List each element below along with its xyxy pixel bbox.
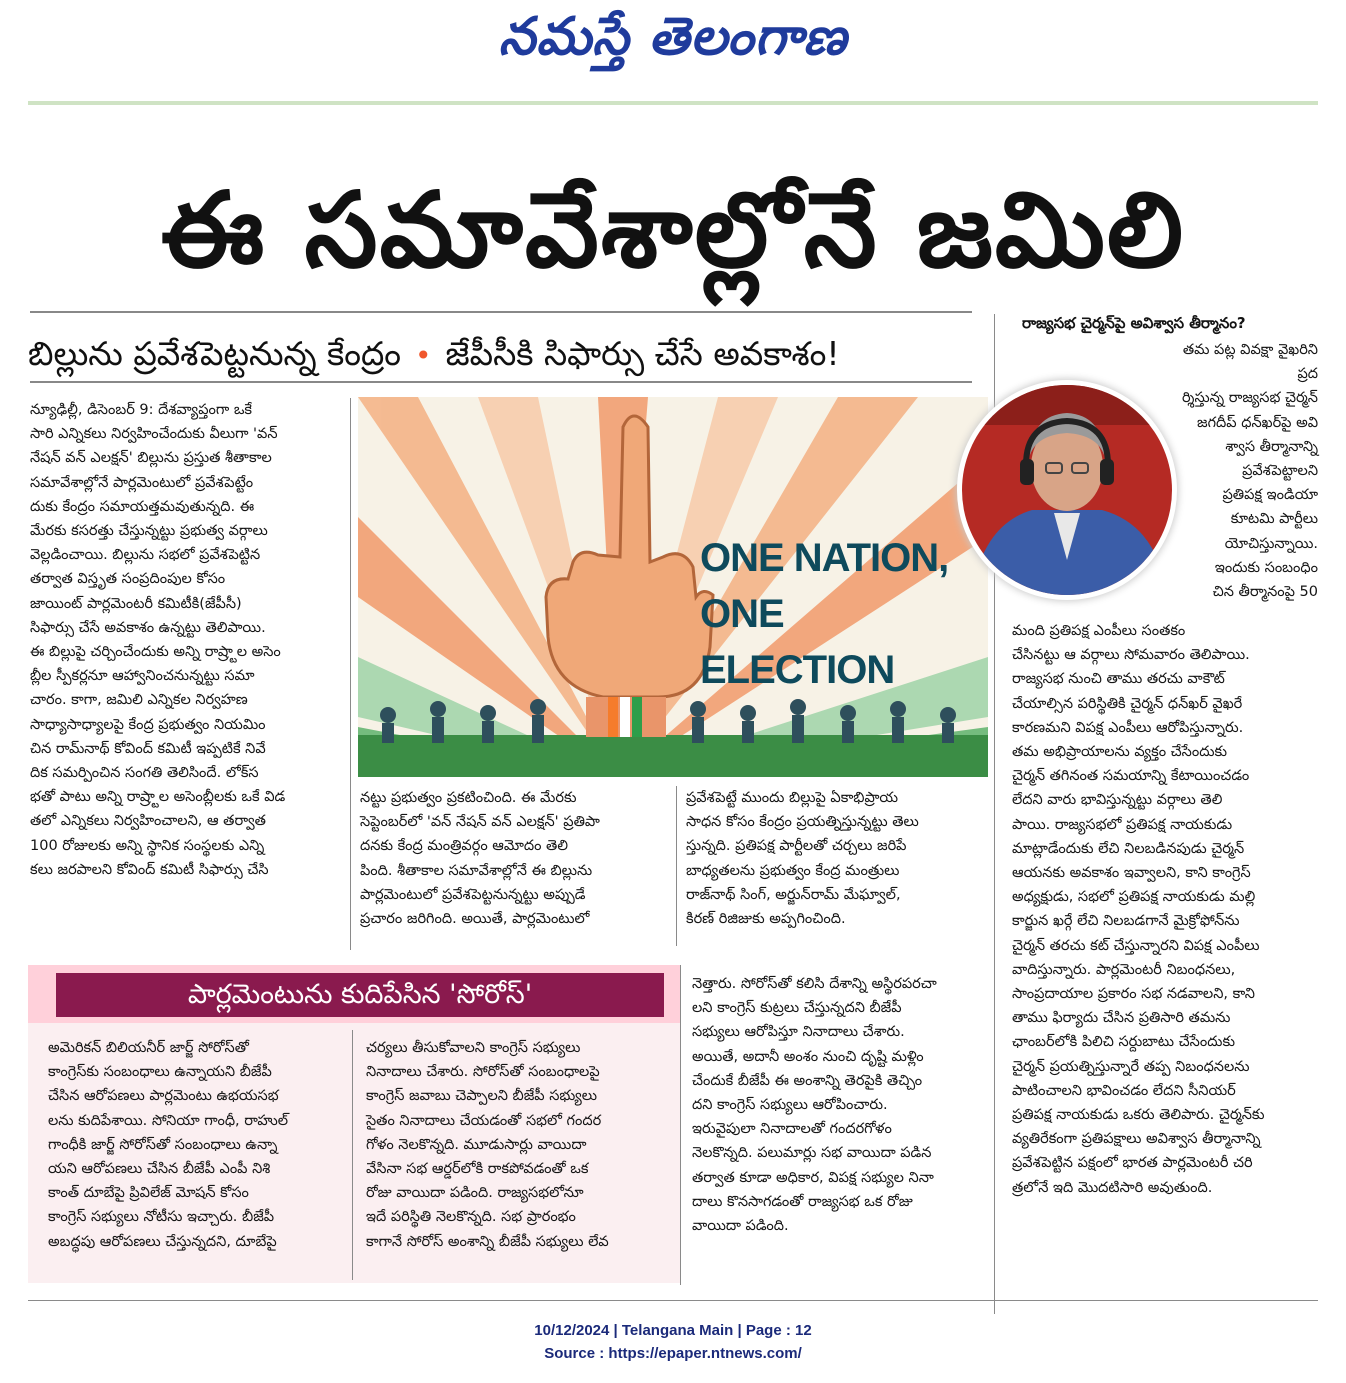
subhead-top-rule <box>30 311 972 313</box>
masthead-logo: నమస్తే తెలంగాణ <box>498 6 848 67</box>
main-headline: ఈ సమావేశాల్లోనే జమిలి <box>160 169 1186 291</box>
soros-column-2: చర్యలు తీసుకోవాలని కాంగ్రెస్ సభ్యులు నినాదాలు చేశారు. సోరోస్‌తో సంబంధాలపై కాంగ్రెస్ జవాబు చెప్పాలని బీజేపీ సభ్యులు సైతం నినాదాలు చేయడంతో సభలో గందర గోళం నెలకొన్నది. మూడుసార్లు వాయిదా వేసినా సభ ఆర్డర్‌లోకి రాకపోవడంతో ఒక రోజు వాయిదా పడింది. రాజ్యసభలోనూ ఇదే పరిస్థితి నెలకొన్నది. సభ ప్రారంభం కాగానే సోరోస్ అంశాన్ని బీజేపీ సభ్యులు లేవ <box>366 1040 609 1250</box>
soros-divider-1 <box>352 1030 353 1280</box>
soros-banner-title: పార్లమెంటును కుదిపేసిన 'సోరోస్' <box>56 973 664 1017</box>
bottom-rule <box>28 1300 1318 1301</box>
portrait-art <box>962 385 1172 595</box>
masthead-divider <box>28 101 1318 105</box>
main-story-column-3: ప్రవేశపెట్టే ముందు బిల్లుపై ఏకాభిప్రాయ సాధన కోసం కేంద్రం ప్రయత్నిస్తున్నట్టు తెలు స్తున్నది. ప్రతిపక్ష పార్టీలతో చర్చలు జరిపే బాధ్యతలను ప్రభుత్వం కేంద్ర మంత్రులు రాజ్‌నాథ్ సింగ్, అర్జున్‌రామ్ మేఘ్వాల్, కిరణ్ రిజిజుకు అప్పగించింది. <box>686 790 919 928</box>
footer-source-line: Source : https://epaper.ntnews.com/ <box>544 1345 802 1362</box>
subhead-part2: జేపీసీకి సిఫార్సు చేసే అవకాశం! <box>445 334 840 373</box>
slogan-line-1: ONE NATION, <box>700 536 949 580</box>
main-story-column-1: న్యూఢిల్లీ, డిసెంబర్ 9: దేశవ్యాప్తంగా ఒకే సారి ఎన్నికలు నిర్వహించేందుకు వీలుగా 'వన్ నేషన్ వన్ ఎలక్షన్' బిల్లును ప్రస్తుత శీతాకాల సమావేశాల్లోనే పార్లమెంటులో ప్రవేశపెట్టేం దుకు కేంద్రం సమాయత్తమవుతున్నది. ఈ మేరకు కసరత్తు చేస్తున్నట్టు ప్రభుత్వ వర్గాలు వెల్లడించాయి. బిల్లును సభలో ప్రవేశపెట్టిన తర్వాత విస్తృత సంప్రదింపుల కోసం జాయింట్ పార్లమెంటరీ కమిటీకి(జేపీసీ) సిఫార్సు చేసే అవకాశం ఉన్నట్టు తెలిపాయి. ఈ బిల్లుపై చర్చించేందుకు అన్ని రాష్ర్టాల అసెం బ్లీల స్పీకర్లనూ ఆహ్వానించనున్నట్టు సమా చారం. కాగా, జమిలి ఎన్నికల నిర్వహణ సాధ్యాసాధ్యాలపై కేంద్ర ప్రభుత్వం నియమిం చిన రామ్‌నాథ్ కోవింద్ కమిటీ ఇప్పటికే నివే దిక సమర్పించిన సంగతి తెలిసిందే. లోక్‌స భతో పాటు అన్ని రాష్ర్టాల అసెంబ్లీలకు ఒకే విడ తలో ఎన్నికలు నిర్వహించాలని, ఆ తర్వాత 100 రోజులకు అన్ని స్థానిక సంస్థలకు ఎన్ని కలు జరపాలని కోవింద్ కమిటీ సిఫార్సు చేసి <box>30 402 286 878</box>
side-story-wide: మంది ప్రతిపక్ష ఎంపీలు సంతకం చేసినట్టు ఆ వర్గాలు సోమవారం తెలిపాయి. రాజ్యసభ నుంచి తాము తరచు వాకౌట్ చేయాల్సిన పరిస్థితికి చైర్మన్ ధన్‌ఖర్ వైఖరే కారణమని విపక్ష ఎంపీలు ఆరోపిస్తున్నారు. తమ అభిప్రాయాలను వ్యక్తం చేసేందుకు చైర్మన్ తగినంత సమయాన్ని కేటాయించడం లేదని వారు భావిస్తున్నట్టు వర్గాలు తెలి పాయి. రాజ్యసభలో ప్రతిపక్ష నాయకుడు మాట్లాడేందుకు లేచి నిలబడినపుడు చైర్మన్ ఆయనకు అవకాశం ఇవ్వాలని, కాని కాంగ్రెస్ అధ్యక్షుడు, సభలో ప్రతిపక్ష నాయకుడు మల్లి కార్జున ఖర్గే లేచి నిలబడగానే మైక్రోఫోన్‌ను చైర్మన్ తరచు కట్ చేస్తున్నారని విపక్ష ఎంపీలు వాదిస్తున్నారు. పార్లమెంటరీ నిబంధనలు, సాంప్రదాయాల ప్రకారం సభ నడవాలని, కాని తాము ఫిర్యాదు చేసిన ప్రతిసారి తమను ఛాంబర్‌లోకి పిలిచి సర్దుబాటు చేసేందుకు చైర్మన్ ప్రయత్నిస్తున్నారే తప్ప నిబంధనలను పాటించాలని భావించడం లేదని సీనియర్ ప్రతిపక్ష నాయకుడు ఒకరు తెలిపారు. చైర్మన్‌కు వ్యతిరేకంగా ప్రతిపక్షాలు అవిశ్వాస తీర్మానాన్ని ప్రవేశపెట్టిన పక్షంలో భారత పార్లమెంటరీ చరి త్రలోనే ఇది మొదటిసారి అవుతుంది. <box>1012 623 1265 1196</box>
illustration-slogan <box>700 530 970 698</box>
subhead-part1: బిల్లును ప్రవేశపెట్టనున్న కేంద్రం <box>28 334 401 373</box>
chairman-portrait <box>962 385 1172 595</box>
soros-column-1: అమెరికన్ బిలియనీర్ జార్జ్ సోరోస్‌తో కాంగ్రెస్‌కు సంబంధాలు ఉన్నాయని బీజేపీ చేసిన ఆరోపణలు పార్లమెంటు ఉభయసభ లను కుదిపేశాయి. సోనియా గాంధీ, రాహుల్ గాంధీకి జార్జ్ సోరోస్‌తో సంబంధాలు ఉన్నా యని ఆరోపణలు చేసిన బీజేపీ ఎంపీ నిశి కాంత్ దూబేపై ప్రివిలేజ్ మోషన్ కోసం కాంగ్రెస్ సభ్యులు నోటీసు ఇచ్చారు. బీజేపీ అబద్ధపు ఆరోపణలు చేస్తున్నదని, దూబేపై <box>48 1040 289 1250</box>
side-story-heading: రాజ్యసభ చైర్మన్‌పై అవిశ్వాస తీర్మానం? <box>1022 314 1246 332</box>
one-nation-one-election-illustration <box>358 397 988 777</box>
column-divider-left <box>350 398 351 950</box>
soros-divider-2 <box>680 965 681 1285</box>
subhead-bullet: • <box>415 339 432 372</box>
side-story-narrow: తమ పట్ల వివక్షా వైఖరిని ప్రద ర్శిస్తున్న రాజ్యసభ చైర్మన్ జగదీప్ ధన్‌ఖర్‌పై అవి శ్వాస తీర్మానాన్ని ప్రవేశపెట్టాలని ప్రతిపక్ష ఇండియా కూటమి పార్టీలు యోచిస్తున్నాయి. ఇందుకు సంబంధిం చిన తీర్మానంపై 50 <box>1181 342 1318 601</box>
main-story-column-2: నట్టు ప్రభుత్వం ప్రకటించింది. ఈ మేరకు సెప్టెంబర్‌లో 'వన్ నేషన్ వన్ ఎలక్షన్' ప్రతిపా దనకు కేంద్ర మంత్రివర్గం ఆమోదం తెలి పింది. శీతాకాల సమావేశాల్లోనే ఈ బిల్లును పార్లమెంటులో ప్రవేశపెట్టనున్నట్టు అప్పుడే ప్రచారం జరిగింది. అయితే, పార్లమెంటులో <box>360 790 600 928</box>
subhead <box>28 332 988 378</box>
soros-column-3: నెత్తారు. సోరోస్‌తో కలిసి దేశాన్ని అస్థిరపరచా లని కాంగ్రెస్ కుట్రలు చేస్తున్నదని బీజేపీ సభ్యులు ఆరోపిస్తూ నినాదాలు చేశారు. అయితే, అదానీ అంశం నుంచి దృష్టి మళ్లిం చేందుకే బీజేపీ ఈ అంశాన్ని తెరపైకి తెచ్చిం దని కాంగ్రెస్ సభ్యులు ఆరోపించారు. ఇరువైపులా నినాదాలతో గందరగోళం నెలకొన్నది. పలుమార్లు సభ వాయిదా పడిన తర్వాత కూడా అధికార, విపక్ష సభ్యుల నినా దాలు కొనసాగడంతో రాజ్యసభ ఒక రోజు వాయిదా పడింది. <box>692 976 937 1235</box>
footer-date-line: 10/12/2024 | Telangana Main | Page : 12 <box>534 1322 812 1339</box>
subhead-bottom-rule <box>30 381 972 383</box>
soros-banner <box>28 965 680 1023</box>
column-divider <box>676 786 677 946</box>
slogan-line-2: ONE ELECTION <box>700 592 895 692</box>
